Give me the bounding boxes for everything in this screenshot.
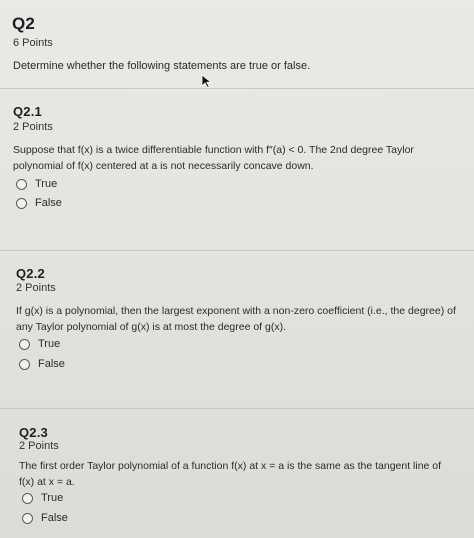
subquestion-points: 2 Points <box>13 121 53 133</box>
radio-button[interactable] <box>19 339 30 350</box>
subquestion-title: Q2.3 <box>19 425 48 440</box>
option-false[interactable] <box>16 197 62 209</box>
radio-button[interactable] <box>16 179 27 190</box>
option-label: True <box>38 338 61 350</box>
option-label: False <box>35 197 62 209</box>
subquestion-points: 2 Points <box>16 282 56 294</box>
section-divider <box>0 408 474 409</box>
question-text-line: If g(x) is a polynomial, then the largest exponent with a non-zero coefficient (i.e., the degree) of <box>16 305 456 317</box>
question-text-line: any Taylor polynomial of g(x) is at most the degree of g(x). <box>16 321 287 333</box>
option-true[interactable] <box>22 492 63 504</box>
radio-button[interactable] <box>22 513 33 524</box>
option-label: True <box>35 178 58 190</box>
option-false[interactable] <box>22 512 68 524</box>
subquestion-text <box>13 142 453 174</box>
question-text-line: f(x) at x = a. <box>19 476 75 488</box>
option-true[interactable] <box>19 338 60 350</box>
option-label: False <box>38 358 65 370</box>
question-title: Q2 <box>12 14 36 33</box>
subquestion-title: Q2.1 <box>13 104 42 119</box>
subquestion-text <box>19 458 459 490</box>
section-divider <box>0 250 474 251</box>
question-text-line: Suppose that f(x) is a twice differentiable function with f″(a) < 0. The 2nd degree Taylor <box>13 144 414 156</box>
question-text-line: The first order Taylor polynomial of a function f(x) at x = a is the same as the tangent line of <box>19 460 442 472</box>
option-false[interactable] <box>19 358 65 370</box>
radio-button[interactable] <box>22 493 33 504</box>
question-instructions: Determine whether the following statements are true or false. <box>13 60 311 72</box>
mouse-pointer-icon <box>200 74 214 88</box>
subquestion-title: Q2.2 <box>16 266 45 281</box>
question-text-line: polynomial of f(x) centered at a is not necessarily concave down. <box>13 160 314 172</box>
subquestion-text <box>16 303 456 335</box>
section-divider <box>0 88 474 89</box>
radio-button[interactable] <box>19 359 30 370</box>
option-true[interactable] <box>16 178 57 190</box>
radio-button[interactable] <box>16 198 27 209</box>
subquestion-points: 2 Points <box>19 440 59 452</box>
option-label: False <box>41 512 68 524</box>
question-points: 6 Points <box>13 37 53 49</box>
option-label: True <box>41 492 64 504</box>
